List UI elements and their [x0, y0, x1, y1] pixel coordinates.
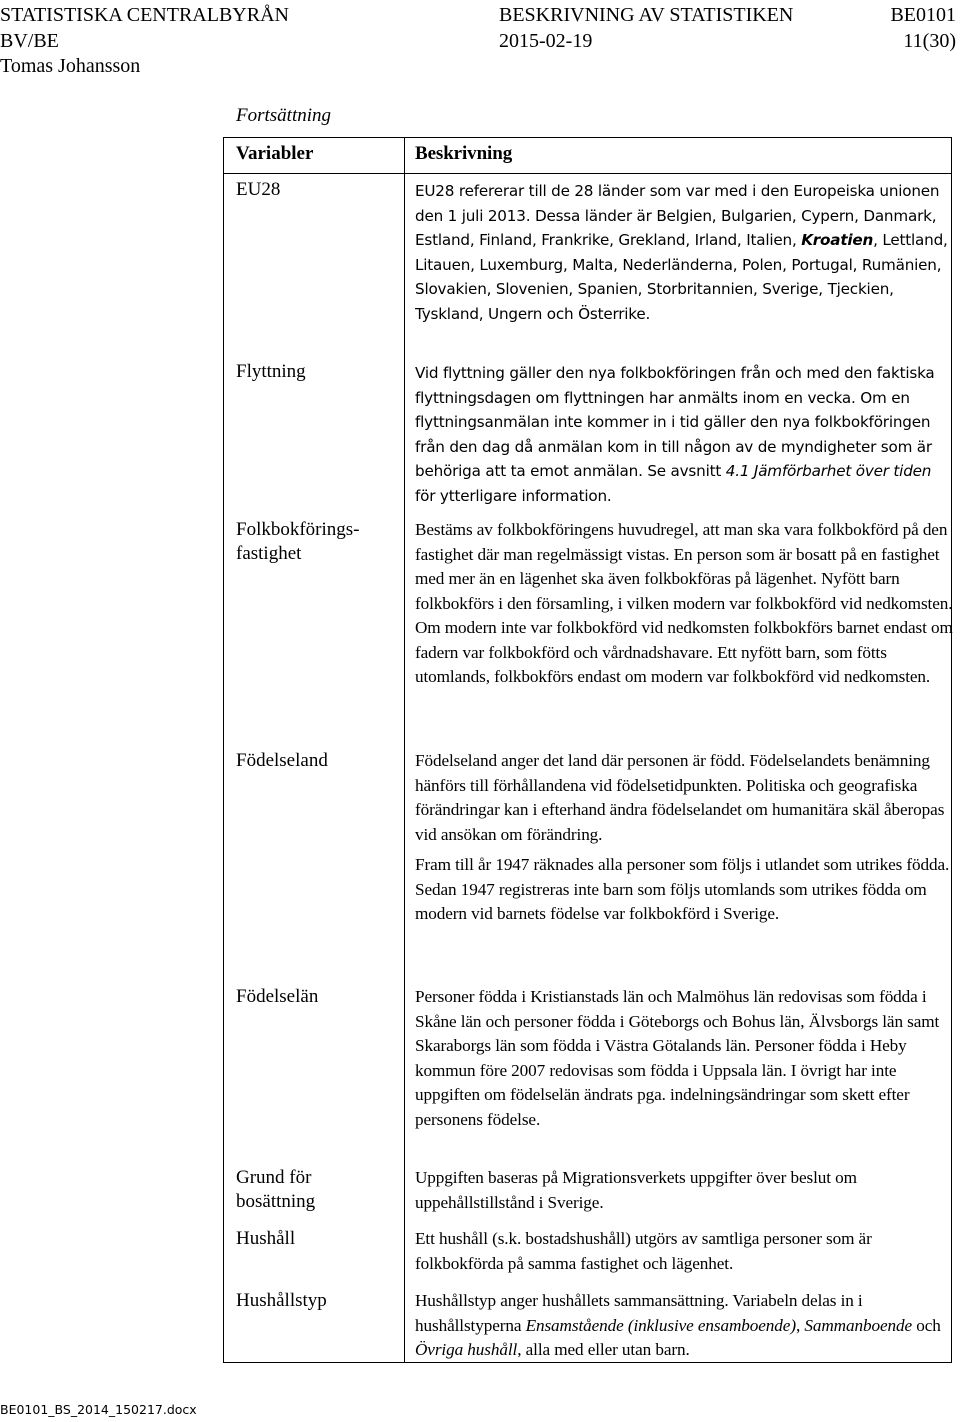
- text-run: Övriga hushåll: [415, 1340, 518, 1359]
- text-run: Ensamstående (inklusive ensamboende): [525, 1315, 796, 1335]
- variable-label: Hushåll: [236, 1228, 296, 1249]
- text-run: Födelseland anger det land där personen är född. Födelselandets benämning hänförs till förhållandena vid födelsetidpunkten. Politiska och geografiska förändringar kan i efterhand ändra födelselandet om humanitära skäl åberopas vid ansökan om förändring.: [415, 751, 945, 844]
- text-run: Sammanboende: [804, 1315, 912, 1335]
- description-paragraph: [415, 1166, 955, 1215]
- variable-label: Födelseland: [236, 750, 328, 771]
- variable-description: [415, 1227, 955, 1276]
- variable-description: [415, 361, 955, 508]
- header-date: 2015-02-19: [499, 30, 593, 52]
- text-run: ,: [795, 1315, 805, 1335]
- text-run: Personer födda i Kristianstads län och Malmöhus län redovisas som födda i Skåne län och personer födda i Göteborgs och Bohus län, Älvsborgs län samt Skaraborgs län som födda i Västra Götalands län. Personer födda i Heby kommun före 2007 redovisas som födda i Uppsala län. I övrigt har inte uppgiften om födelselän ändrats pga. indelningsändringar som skett efter personens födelse.: [415, 987, 940, 1129]
- description-paragraph: [415, 1227, 955, 1276]
- text-run: och: [912, 1315, 941, 1335]
- text-run: 4.1 Jämförbarhet över tiden: [725, 462, 932, 480]
- description-paragraph: [415, 985, 955, 1132]
- variable-description: [415, 518, 955, 690]
- description-paragraph: [415, 853, 955, 927]
- variable-label: Folkbokförings- fastighet: [236, 519, 360, 564]
- variable-description: [415, 179, 955, 326]
- text-run: Uppgiften baseras på Migrationsverkets uppgifter över beslut om uppehållstillstånd i Sverige.: [415, 1168, 857, 1212]
- variable-label: Hushållstyp: [236, 1290, 327, 1311]
- column-header-description: Beskrivning: [415, 143, 513, 164]
- description-paragraph: [415, 1289, 955, 1363]
- text-run: Hushållstyp anger hushållets sammansättning. Variabeln delas in i hushållstyperna: [415, 1291, 863, 1335]
- variable-description: [415, 1166, 955, 1215]
- variable-label: Födelselän: [236, 986, 319, 1007]
- description-paragraph: [415, 518, 955, 690]
- header-organization: STATISTISKA CENTRALBYRÅN: [0, 4, 289, 26]
- text-run: för ytterligare information.: [415, 486, 612, 505]
- description-paragraph: [415, 361, 955, 508]
- header-author: Tomas Johansson: [0, 55, 141, 77]
- variable-description: [415, 985, 955, 1132]
- header-page-number: 11(30): [903, 30, 956, 52]
- variable-label: EU28: [236, 179, 281, 200]
- variable-description: [415, 749, 955, 927]
- footer-filename: BE0101_BS_2014_150217.docx: [0, 1402, 197, 1417]
- continuation-label: Fortsättning: [236, 105, 332, 126]
- text-run: Vid flyttning gäller den nya folkbokföringen från och med den faktiska flyttningsdagen om flyttningen har anmälts inom en vecka. Om en flyttningsanmälan inte kommer in i tid gäller den nya folkbokföringen från den dag då anmälan kom in till någon av de myndigheter som är behöriga att ta emot anmälan. Se avsnitt: [415, 364, 935, 480]
- header-document-title: BESKRIVNING AV STATISTIKEN: [499, 4, 794, 26]
- header-document-code: BE0101: [890, 4, 956, 26]
- text-run: Kroatien: [801, 231, 874, 249]
- text-run: EU28 refererar till de 28 länder som var med i den Europeiska unionen den 1 juli 2013. Dessa länder är Belgien, Bulgarien, Cypern, Danmark, Estland, Finland, Frankrike, Grekland, Irland, Italien,: [415, 182, 940, 249]
- column-header-variables: Variabler: [236, 143, 314, 164]
- variable-label: Grund för bosättning: [236, 1167, 316, 1212]
- text-run: , Lettland, Litauen, Luxemburg, Malta, Nederländerna, Polen, Portugal, Rumänien, Slovakien, Slovenien, Spanien, Storbritannien, Sverige, Tjeckien, Tyskland, Ungern och Österrike.: [415, 231, 948, 323]
- text-run: Bestäms av folkbokföringens huvudregel, att man ska vara folkbokförd på den fastighet där man regelmässigt vistas. En person som är bosatt på en fastighet med mer än en lägenhet ska även folkbokföras på lägenhet. Nyfött barn folkbokförs i den församling, i vilken modern var folkbokförd vid nedkomsten. Om modern inte var folkbokförd vid nedkomsten folkbokförs barnet endast om fadern var folkbokförd och vårdnadshavare. Ett nyfött barn, som fötts utomlands, folkbokförs endast om modern var folkbokförd vid nedkomsten.: [415, 520, 953, 686]
- header-row-divider: [224, 173, 951, 174]
- description-paragraph: [415, 749, 955, 847]
- variable-label: Flyttning: [236, 361, 306, 382]
- description-paragraph: [415, 179, 955, 326]
- header-unit: BV/BE: [0, 30, 59, 52]
- text-run: , alla med eller utan barn.: [517, 1340, 690, 1359]
- variable-description: [415, 1289, 955, 1363]
- text-run: Ett hushåll (s.k. bostadshushåll) utgörs av samtliga personer som är folkbokförda på samma fastighet och lägenhet.: [415, 1229, 872, 1273]
- column-divider: [404, 138, 405, 1362]
- text-run: Fram till år 1947 räknades alla personer som följs i utlandet som utrikes födda. Sedan 1947 registreras inte barn som följs utomlands som utrikes födda om modern vid barnets födelse var folkbokförd i Sverige.: [415, 855, 950, 923]
